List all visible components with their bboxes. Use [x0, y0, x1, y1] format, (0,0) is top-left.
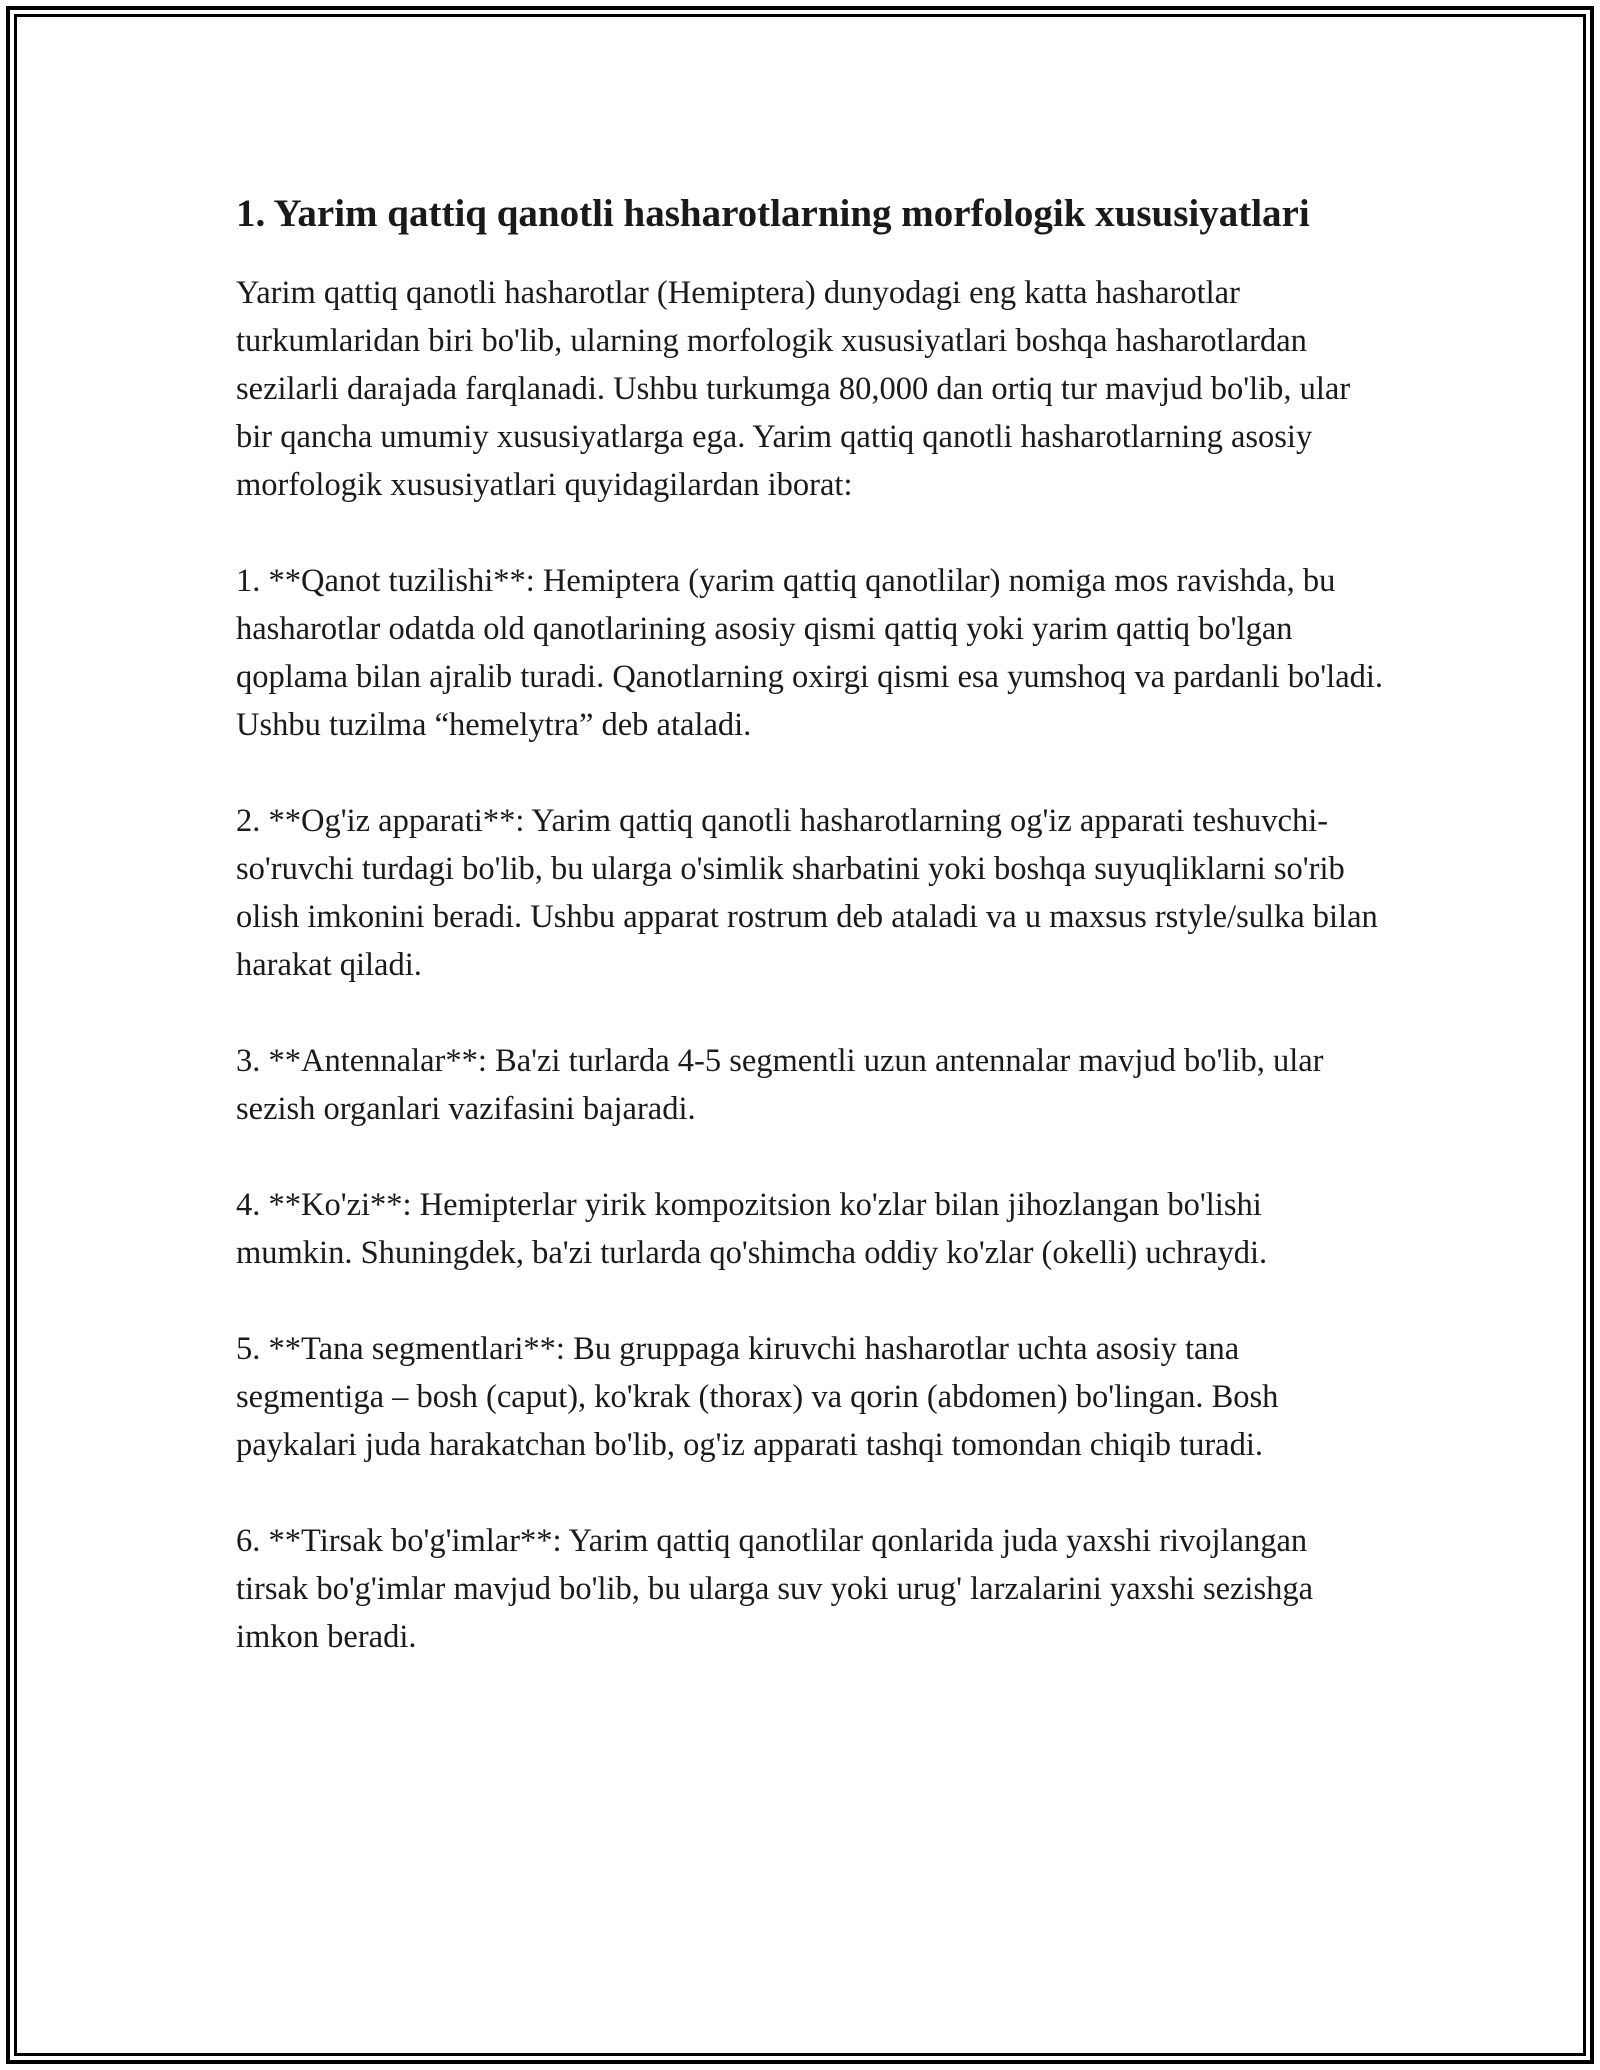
list-item-body-segments: 5. **Tana segmentlari**: Bu gruppaga kiruvchi hasharotlar uchta asosiy tana segmentiga – bosh (caput), ko'krak (thorax) va qorin (abdomen) bo'lingan. Bosh paykalari juda harakatchan bo'lib, og'iz apparati tashqi tomondan chiqib turadi. [236, 1331, 1279, 1463]
list-item-mouthparts: 2. **Og'iz apparati**: Yarim qattiq qanotli hasharotlarning og'iz apparati teshuvchi-so'ruvchi turdagi bo'lib, bu ularga o'simlik sharbatini yoki boshqa suyuqliklarni so'rib olish imkonini beradi. Ushbu apparat rostrum deb ataladi va u maxsus rstyle/sulka bilan harakat qiladi. [236, 803, 1378, 983]
intro-paragraph: Yarim qattiq qanotli hasharotlar (Hemiptera) dunyodagi eng katta hasharotlar turkumlaridan biri bo'lib, ularning morfologik xususiyatlari boshqa hasharotlardan sezilarli darajada farqlanadi. Ushbu turkumga 80,000 dan ortiq tur mavjud bo'lib, ular bir qancha umumiy xususiyatlarga ega. Yarim qattiq qanotli hasharotlarning asosiy morfologik xususiyatlari quyidagilardan iborat: [236, 275, 1351, 503]
document-body [236, 186, 1386, 1661]
list-item-eyes: 4. **Ko'zi**: Hemipterlar yirik kompozitsion ko'zlar bilan jihozlangan bo'lishi mumkin. Shuningdek, ba'zi turlarda qo'shimcha oddiy ko'zlar (okelli) uchraydi. [236, 1187, 1268, 1271]
list-item-antennae: 3. **Antennalar**: Ba'zi turlarda 4-5 segmentli uzun antennalar mavjud bo'lib, ular sezish organlari vazifasini bajaradi. [236, 1043, 1324, 1127]
document-title: 1. Yarim qattiq qanotli hasharotlarning morfologik xususiyatlari [236, 192, 1310, 235]
list-item-wing-structure: 1. **Qanot tuzilishi**: Hemiptera (yarim qattiq qanotlilar) nomiga mos ravishda, bu hasharotlar odatda old qanotlarining asosiy qismi qattiq yoki yarim qattiq bo'lgan qoplama bilan ajralib turadi. Qanotlarning oxirgi qismi esa yumshoq va pardanli bo'ladi. Ushbu tuzilma “hemelytra” deb ataladi. [236, 563, 1384, 743]
list-item-joints: 6. **Tirsak bo'g'imlar**: Yarim qattiq qanotlilar qonlarida juda yaxshi rivojlangan tirsak bo'g'imlar mavjud bo'lib, bu ularga suv yoki urug' larzalarini yaxshi sezishga imkon beradi. [236, 1523, 1314, 1655]
